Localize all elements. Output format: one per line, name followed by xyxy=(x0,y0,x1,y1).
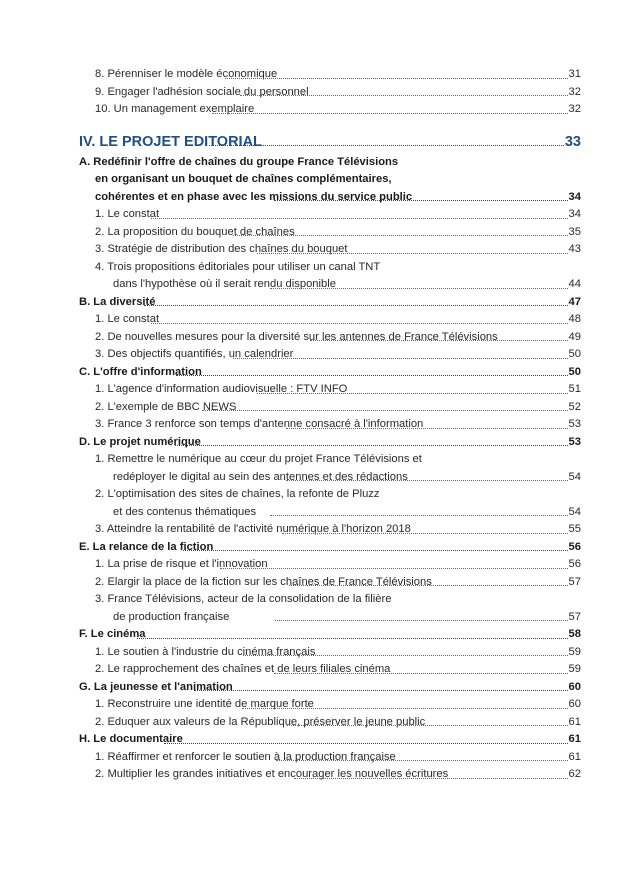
toc-entry-title xyxy=(95,206,160,224)
dot-leader xyxy=(151,218,568,219)
dot-leader xyxy=(274,200,567,201)
toc-entry xyxy=(79,749,581,767)
toc-title-line: et des contenus thématiques xyxy=(113,505,257,518)
dot-leader xyxy=(243,655,567,656)
toc-title-line: 1. L'agence d'information audiovisuelle : FTV INFO xyxy=(95,383,348,395)
toc-title-line: 2. Le rapprochement des chaînes et de leurs filiales cinéma xyxy=(95,663,391,675)
toc-title-line: 2. Multiplier les grandes initiatives et encourager les nouvelles écritures xyxy=(95,768,449,780)
toc-page-number: 57 xyxy=(568,610,581,623)
dot-leader xyxy=(282,533,568,534)
toc-entry-title xyxy=(79,626,146,644)
toc-title-line: E. La relance de la fiction xyxy=(79,540,214,553)
toc-title-line: dans l'hypothèse où il serait rendu disponible xyxy=(113,278,336,290)
toc-entry-title xyxy=(95,259,381,294)
toc-entry-title xyxy=(95,416,424,434)
dot-leader xyxy=(274,673,567,674)
toc-title-line: redéployer le digital au sein des antennes et des rédactions xyxy=(113,470,408,483)
toc-entry-title xyxy=(79,731,183,749)
toc-page-number: 59 xyxy=(568,663,581,675)
toc-title-line: 1. Remettre le numérique au cœur du projet France Télévisions et xyxy=(95,453,422,465)
toc-page-number: 56 xyxy=(568,558,581,570)
toc-title-line: B. La diversité xyxy=(79,295,156,308)
toc-entry-title xyxy=(95,749,396,767)
dot-leader xyxy=(144,305,567,306)
toc-entry xyxy=(79,714,581,732)
toc-entry-title xyxy=(95,399,237,417)
toc-title-line: 1. Le constat xyxy=(95,313,160,325)
toc-entry-title xyxy=(79,679,233,697)
toc-title-line: en organisant un bouquet de chaînes complémentaires, xyxy=(95,173,392,185)
toc-title-line: F. Le cinéma xyxy=(79,628,146,640)
dot-leader xyxy=(287,725,568,726)
toc-entry-title xyxy=(95,451,422,486)
dot-leader xyxy=(202,410,567,411)
toc-title-line: 2. L'optimisation des sites de chaînes, la refonte de Pluzz xyxy=(95,488,380,500)
toc-entry-title xyxy=(79,364,202,382)
toc-entry xyxy=(79,241,581,259)
toc-section-heading xyxy=(79,364,581,382)
toc-title-line: IV. LE PROJET EDITORIAL xyxy=(79,133,262,150)
toc-entry-title xyxy=(95,644,316,662)
toc-entry-title xyxy=(95,766,449,784)
toc-title-line: 1. Reconstruire une identité de marque forte xyxy=(95,698,314,710)
toc-entry-title xyxy=(95,591,392,626)
dot-leader xyxy=(276,760,567,761)
toc-title-line: G. La jeunesse et l'animation xyxy=(79,680,233,693)
toc-entry-title xyxy=(95,556,268,574)
dot-leader xyxy=(286,480,568,481)
toc-page-number: 62 xyxy=(568,768,581,780)
toc-section-heading xyxy=(79,626,581,644)
toc-entry xyxy=(79,66,581,84)
toc-entry-title xyxy=(79,434,201,452)
toc-page-number: 32 xyxy=(568,103,581,115)
toc-page-number: 35 xyxy=(568,225,581,238)
toc-page-number: 54 xyxy=(568,505,581,518)
toc-entry xyxy=(79,696,581,714)
toc-title-line: 3. Stratégie de distribution des chaînes du bouquet xyxy=(95,243,348,255)
toc-title-line: 1. Réaffirmer et renforcer le soutien à la production française xyxy=(95,750,396,763)
toc-part-heading xyxy=(79,132,581,152)
dot-leader xyxy=(257,393,567,394)
toc-title-line: 3. Des objectifs quantifiés, un calendrier xyxy=(95,348,294,360)
dot-leader xyxy=(310,340,568,341)
toc-page-number: 55 xyxy=(568,523,581,535)
toc-page-number: 61 xyxy=(568,715,581,728)
toc-title-line: 2. La proposition du bouquet de chaînes xyxy=(95,225,295,238)
toc-entry-title xyxy=(95,241,348,259)
toc-title-line: D. Le projet numérique xyxy=(79,435,201,448)
toc-entry xyxy=(79,574,581,592)
dot-leader xyxy=(233,235,567,236)
toc-section-heading xyxy=(79,731,581,749)
dot-leader xyxy=(183,550,568,551)
dot-leader xyxy=(240,95,568,96)
toc-entry-title xyxy=(95,224,295,242)
toc-entry xyxy=(79,451,581,486)
toc-page-number: 52 xyxy=(568,400,581,413)
toc-entry xyxy=(79,661,581,679)
toc-page-number: 56 xyxy=(568,540,581,553)
toc-title-line: 9. Engager l'adhésion sociale du personnel xyxy=(95,85,309,98)
toc-page-number: 51 xyxy=(568,383,581,395)
toc-entry xyxy=(79,416,581,434)
toc-page-number: 47 xyxy=(568,295,581,308)
toc-entry xyxy=(79,591,581,626)
dot-leader xyxy=(209,145,564,146)
toc-entry-title xyxy=(79,154,413,207)
toc-section-heading xyxy=(79,679,581,697)
toc-title-line: 10. Un management exemplaire xyxy=(95,103,255,115)
toc-title-line: de production française xyxy=(113,610,230,623)
toc-entry xyxy=(79,224,581,242)
toc-page-number: 34 xyxy=(568,190,581,203)
toc-title-line: 3. France Télévisions, acteur de la consolidation de la filière xyxy=(95,593,392,605)
dot-leader xyxy=(151,323,568,324)
toc-page-number: 60 xyxy=(568,680,581,693)
toc-entry xyxy=(79,381,581,399)
dot-leader xyxy=(275,620,568,621)
toc-entry-title xyxy=(95,311,160,329)
dot-leader xyxy=(294,778,567,779)
toc-entry-title xyxy=(95,84,309,102)
toc-entry-title xyxy=(95,101,255,119)
dot-leader xyxy=(289,585,568,586)
toc-entry-title xyxy=(95,714,426,732)
toc-entry xyxy=(79,206,581,224)
dot-leader xyxy=(270,288,567,289)
dot-leader xyxy=(194,690,567,691)
toc-page-number: 31 xyxy=(568,68,581,80)
toc-entry xyxy=(79,346,581,364)
toc-entry xyxy=(79,399,581,417)
toc-entry-title xyxy=(95,329,498,347)
toc-entry-title xyxy=(95,381,348,399)
toc-entry-title xyxy=(95,696,314,714)
toc-entry xyxy=(79,521,581,539)
toc-page-number: 60 xyxy=(568,698,581,710)
toc-entry xyxy=(79,329,581,347)
toc-entry-title xyxy=(95,574,432,592)
toc-entry-title xyxy=(79,539,214,557)
toc-title-line: 1. La prise de risque et l'innovation xyxy=(95,558,268,570)
toc-title-line: H. Le documentaire xyxy=(79,733,183,745)
toc-title-line: 2. Eduquer aux valeurs de la République, préserver le jeune public xyxy=(95,715,426,728)
toc-section-heading xyxy=(79,434,581,452)
toc-title-line: 4. Trois propositions éditoriales pour utiliser un canal TNT xyxy=(95,260,381,273)
dot-leader xyxy=(176,375,568,376)
dot-leader xyxy=(137,638,568,639)
toc-title-line: 8. Pérenniser le modèle économique xyxy=(95,68,278,80)
toc-page-number: 43 xyxy=(568,243,581,255)
toc-page-number: 54 xyxy=(568,470,581,483)
toc-entry-title xyxy=(95,66,278,84)
toc-entry-title xyxy=(95,521,411,539)
toc-page-number: 61 xyxy=(568,733,581,745)
toc-entry-title xyxy=(95,661,391,679)
toc-section-heading xyxy=(79,294,581,312)
table-of-contents xyxy=(79,66,581,784)
toc-title-line: A. Redéfinir l'offre de chaînes du groupe France Télévisions xyxy=(79,155,399,168)
toc-entry xyxy=(79,486,581,521)
dot-leader xyxy=(257,253,567,254)
toc-entry-title xyxy=(95,486,380,521)
toc-title-line: 1. Le soutien à l'industrie du cinéma français xyxy=(95,645,316,658)
toc-page-number: 53 xyxy=(568,418,581,430)
dot-leader xyxy=(175,445,567,446)
dot-leader xyxy=(270,515,567,516)
toc-page-number: 57 xyxy=(568,575,581,588)
dot-leader xyxy=(225,78,568,79)
toc-page-number: 32 xyxy=(568,85,581,98)
toc-entry xyxy=(79,556,581,574)
toc-entry-title xyxy=(79,294,156,312)
dot-leader xyxy=(164,743,568,744)
toc-page-number: 61 xyxy=(568,750,581,763)
toc-entry xyxy=(79,644,581,662)
dot-leader xyxy=(286,428,567,429)
toc-entry xyxy=(79,101,581,119)
toc-title-line: 2. Elargir la place de la fiction sur les chaînes de France Télévisions xyxy=(95,575,432,588)
toc-page-number: 44 xyxy=(568,278,581,290)
toc-title-line: 2. De nouvelles mesures pour la diversité sur les antennes de France Télévisions xyxy=(95,330,498,343)
toc-page-number: 48 xyxy=(568,313,581,325)
toc-entry xyxy=(79,766,581,784)
toc-page-number: 50 xyxy=(568,348,581,360)
toc-title-line: cohérentes et en phase avec les missions du service public xyxy=(95,190,413,203)
toc-title-line: 3. Atteindre la rentabilité de l'activité numérique à l'horizon 2018 xyxy=(95,523,411,535)
dot-leader xyxy=(220,568,568,569)
toc-page-number: 59 xyxy=(568,645,581,658)
toc-entry xyxy=(79,84,581,102)
toc-page-number: 34 xyxy=(568,208,581,220)
toc-entry xyxy=(79,259,581,294)
toc-title-line: 3. France 3 renforce son temps d'antenne consacré à l'information xyxy=(95,418,424,430)
toc-page-number: 58 xyxy=(568,628,581,640)
toc-page-number: 49 xyxy=(568,330,581,343)
toc-title-line: 1. Le constat xyxy=(95,208,160,220)
toc-page-number: 33 xyxy=(564,133,581,150)
toc-page-number: 53 xyxy=(568,435,581,448)
toc-title-line: 2. L'exemple de BBC NEWS xyxy=(95,400,237,413)
toc-entry-title xyxy=(79,132,262,152)
dot-leader xyxy=(233,358,568,359)
toc-page-number: 50 xyxy=(568,365,581,378)
dot-leader xyxy=(242,708,567,709)
toc-section-heading xyxy=(79,154,581,207)
toc-title-line: C. L'offre d'information xyxy=(79,365,202,378)
dot-leader xyxy=(212,113,567,114)
toc-entry-title xyxy=(95,346,294,364)
toc-entry xyxy=(79,311,581,329)
toc-section-heading xyxy=(79,539,581,557)
